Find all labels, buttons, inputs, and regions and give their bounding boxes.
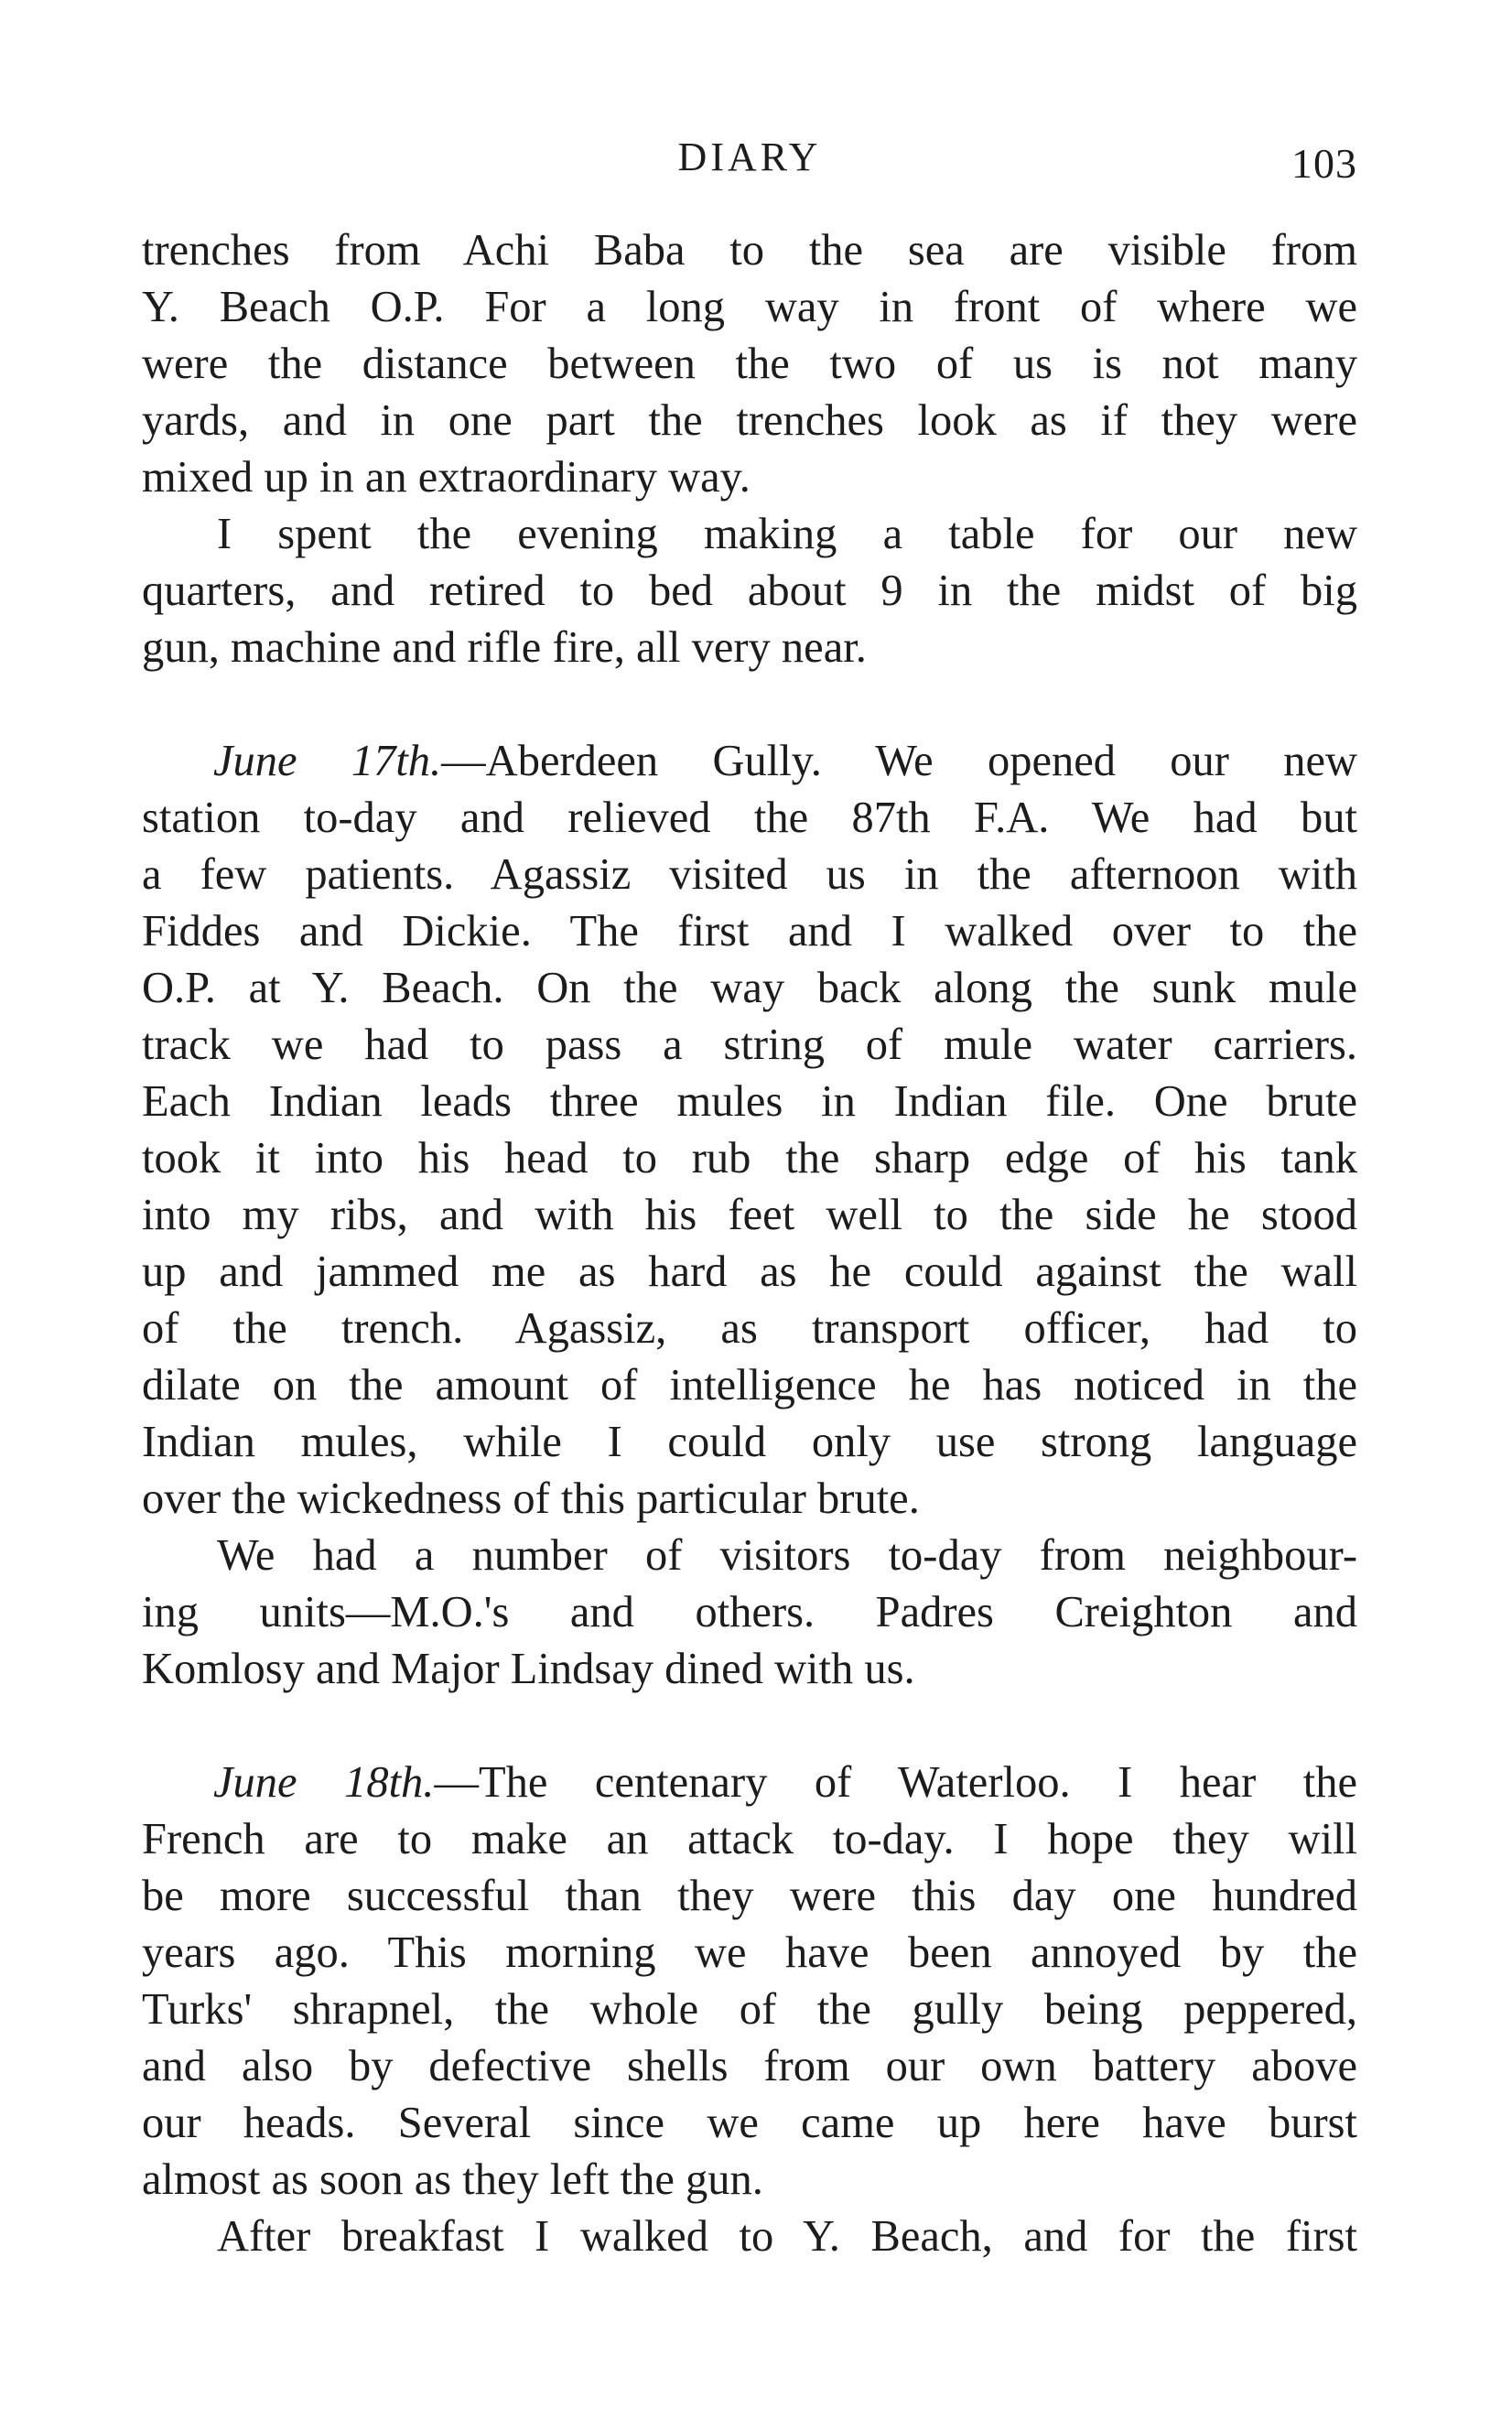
text-line: be more successful than they were this day one hundred [142, 1872, 1357, 1920]
text-line: Komlosy and Major Lindsay dined with us. [142, 1645, 915, 1693]
entry-heading-rest: —Aberdeen Gully. We opened our new [441, 737, 1357, 785]
diary-entry-june-18 [142, 1755, 1357, 2209]
diary-entry-june-17 [142, 733, 1357, 1528]
text-line: almost as soon as they left the gun. [142, 2155, 763, 2204]
text-line: up and jammed me as hard as he could against the wall [142, 1247, 1357, 1296]
paragraph-visitors [142, 1528, 1357, 1698]
text-line: dilate on the amount of intelligence he has noticed in the [142, 1361, 1357, 1409]
body-text [142, 222, 1357, 2265]
entry-date: June 17th. [213, 737, 442, 785]
text-line: Turks' shrapnel, the whole of the gully being peppered, [142, 1985, 1357, 2034]
entry-date: June 18th. [213, 1758, 435, 1807]
paragraph-after-breakfast [142, 2209, 1357, 2265]
text-line: I spent the evening making a table for our new [217, 510, 1357, 558]
running-head: DIARY [677, 135, 822, 179]
text-line: into my ribs, and with his feet well to the side he stood [142, 1191, 1357, 1239]
text-line: took it into his head to rub the sharp edge of his tank [142, 1134, 1357, 1183]
page-number: 103 [1291, 140, 1357, 187]
text-line: O.P. at Y. Beach. On the way back along the sunk mule [142, 964, 1357, 1012]
text-line: our heads. Several since we came up here have burst [142, 2099, 1357, 2147]
text-line: gun, machine and rifle fire, all very near. [142, 623, 867, 672]
text-line: Fiddes and Dickie. The first and I walked over to the [142, 907, 1357, 956]
paragraph-evening [142, 506, 1357, 676]
text-line: mixed up in an extraordinary way. [142, 453, 751, 502]
text-line: yards, and in one part the trenches look as if they were [142, 396, 1357, 445]
page-header [142, 126, 1357, 190]
text-line: quarters, and retired to bed about 9 in the midst of big [142, 567, 1357, 615]
text-line: ing units—M.O.'s and others. Padres Creighton and [142, 1588, 1357, 1636]
text-line: We had a number of visitors to-day from neighbour- [217, 1531, 1357, 1580]
text-line: trenches from Achi Baba to the sea are visible from [142, 226, 1357, 275]
text-line: Y. Beach O.P. For a long way in front of where we [142, 283, 1357, 331]
text-line: over the wickedness of this particular brute. [142, 1474, 920, 1523]
text-line: Each Indian leads three mules in Indian file. One brute [142, 1077, 1357, 1126]
text-line: a few patients. Agassiz visited us in the afternoon with [142, 850, 1357, 899]
text-line: station to-day and relieved the 87th F.A. We had but [142, 794, 1357, 842]
entry-gap [142, 1698, 1357, 1755]
text-line [142, 733, 1357, 790]
text-line [142, 1755, 1357, 1811]
text-line: track we had to pass a string of mule water carriers. [142, 1021, 1357, 1069]
paragraph-continuation [142, 222, 1357, 506]
entry-heading-rest: —The centenary of Waterloo. I hear the [434, 1758, 1358, 1807]
text-line: After breakfast I walked to Y. Beach, and for the first [217, 2212, 1357, 2261]
text-line: of the trench. Agassiz, as transport officer, had to [142, 1304, 1357, 1353]
entry-gap [142, 676, 1357, 733]
text-line: and also by defective shells from our own battery above [142, 2042, 1357, 2090]
text-line: French are to make an attack to-day. I hope they will [142, 1815, 1357, 1863]
text-line: years ago. This morning we have been annoyed by the [142, 1928, 1357, 1977]
text-line: were the distance between the two of us is not many [142, 340, 1357, 388]
text-line: Indian mules, while I could only use strong language [142, 1418, 1357, 1466]
